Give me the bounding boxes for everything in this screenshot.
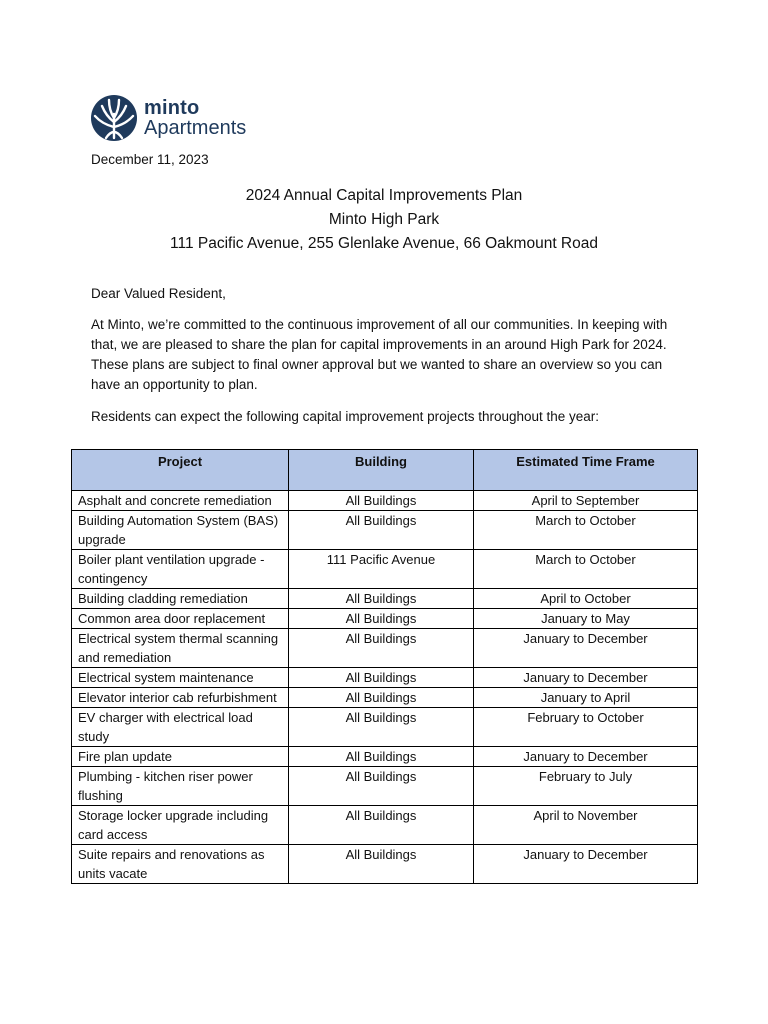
cell-building: All Buildings xyxy=(289,668,474,688)
table-header-row xyxy=(72,450,698,491)
title-line-1: 2024 Annual Capital Improvements Plan xyxy=(245,187,523,204)
cell-building: All Buildings xyxy=(289,629,474,668)
cell-timeframe: January to April xyxy=(474,688,698,708)
table-row xyxy=(72,806,698,845)
logo-subtitle: Apartments xyxy=(144,117,247,139)
title-line-2: Minto High Park xyxy=(328,211,440,228)
cell-project: Fire plan update xyxy=(72,747,289,767)
cell-timeframe: January to December xyxy=(474,668,698,688)
table-row xyxy=(72,688,698,708)
table-row xyxy=(72,550,698,589)
cell-building: All Buildings xyxy=(289,845,474,884)
cell-project: Electrical system maintenance xyxy=(72,668,289,688)
cell-project: Asphalt and concrete remediation xyxy=(72,491,289,511)
table-row xyxy=(72,491,698,511)
table-row xyxy=(72,629,698,668)
cell-timeframe: January to December xyxy=(474,747,698,767)
cell-timeframe: February to October xyxy=(474,708,698,747)
cell-building: All Buildings xyxy=(289,688,474,708)
cell-project: Boiler plant ventilation upgrade - contingency xyxy=(72,550,289,589)
cell-project: Storage locker upgrade including card access xyxy=(72,806,289,845)
cell-timeframe: April to October xyxy=(474,589,698,609)
cell-timeframe: April to November xyxy=(474,806,698,845)
minto-logo xyxy=(90,92,270,144)
cell-building: All Buildings xyxy=(289,767,474,806)
cell-project: Suite repairs and renovations as units vacate xyxy=(72,845,289,884)
table-row xyxy=(72,767,698,806)
logo-wordmark: minto xyxy=(144,97,200,119)
table-row xyxy=(72,747,698,767)
header-building: Building xyxy=(289,450,474,491)
paragraph-lead-in: Residents can expect the following capital improvement projects throughout the year: xyxy=(91,409,600,424)
cell-timeframe: April to September xyxy=(474,491,698,511)
table-row xyxy=(72,668,698,688)
cell-building: 111 Pacific Avenue xyxy=(289,550,474,589)
cell-project: Building cladding remediation xyxy=(72,589,289,609)
cell-project: Elevator interior cab refurbishment xyxy=(72,688,289,708)
greeting: Dear Valued Resident, xyxy=(91,286,226,301)
table-row xyxy=(72,511,698,550)
paragraph-intro: At Minto, we’re committed to the continuous improvement of all our communities. In keeping with that, we are pleased to share the plan for capital improvements in an around High Park for 2024. These plans are subject to final owner approval but we wanted to share an overview so you can have an opportunity to plan. xyxy=(91,317,668,392)
cell-building: All Buildings xyxy=(289,806,474,845)
table-row xyxy=(72,609,698,629)
cell-timeframe: February to July xyxy=(474,767,698,806)
letter-date: December 11, 2023 xyxy=(91,152,209,167)
cell-timeframe: January to December xyxy=(474,629,698,668)
cell-project: Electrical system thermal scanning and remediation xyxy=(72,629,289,668)
cell-building: All Buildings xyxy=(289,511,474,550)
cell-timeframe: January to December xyxy=(474,845,698,884)
cell-project: Common area door replacement xyxy=(72,609,289,629)
table-row xyxy=(72,708,698,747)
header-timeframe: Estimated Time Frame xyxy=(474,450,698,491)
table-row xyxy=(72,845,698,884)
tree-logo-icon xyxy=(90,94,138,142)
letter-body xyxy=(91,284,691,439)
projects-table xyxy=(71,449,698,884)
title-line-3: 111 Pacific Avenue, 255 Glenlake Avenue, 66 Oakmount Road xyxy=(170,235,598,252)
cell-project: EV charger with electrical load study xyxy=(72,708,289,747)
cell-building: All Buildings xyxy=(289,609,474,629)
header-project: Project xyxy=(72,450,289,491)
cell-timeframe: January to May xyxy=(474,609,698,629)
cell-timeframe: March to October xyxy=(474,511,698,550)
cell-project: Plumbing - kitchen riser power flushing xyxy=(72,767,289,806)
cell-timeframe: March to October xyxy=(474,550,698,589)
cell-building: All Buildings xyxy=(289,708,474,747)
cell-building: All Buildings xyxy=(289,491,474,511)
cell-project: Building Automation System (BAS) upgrade xyxy=(72,511,289,550)
cell-building: All Buildings xyxy=(289,747,474,767)
cell-building: All Buildings xyxy=(289,589,474,609)
document-title xyxy=(0,184,768,256)
table-row xyxy=(72,589,698,609)
